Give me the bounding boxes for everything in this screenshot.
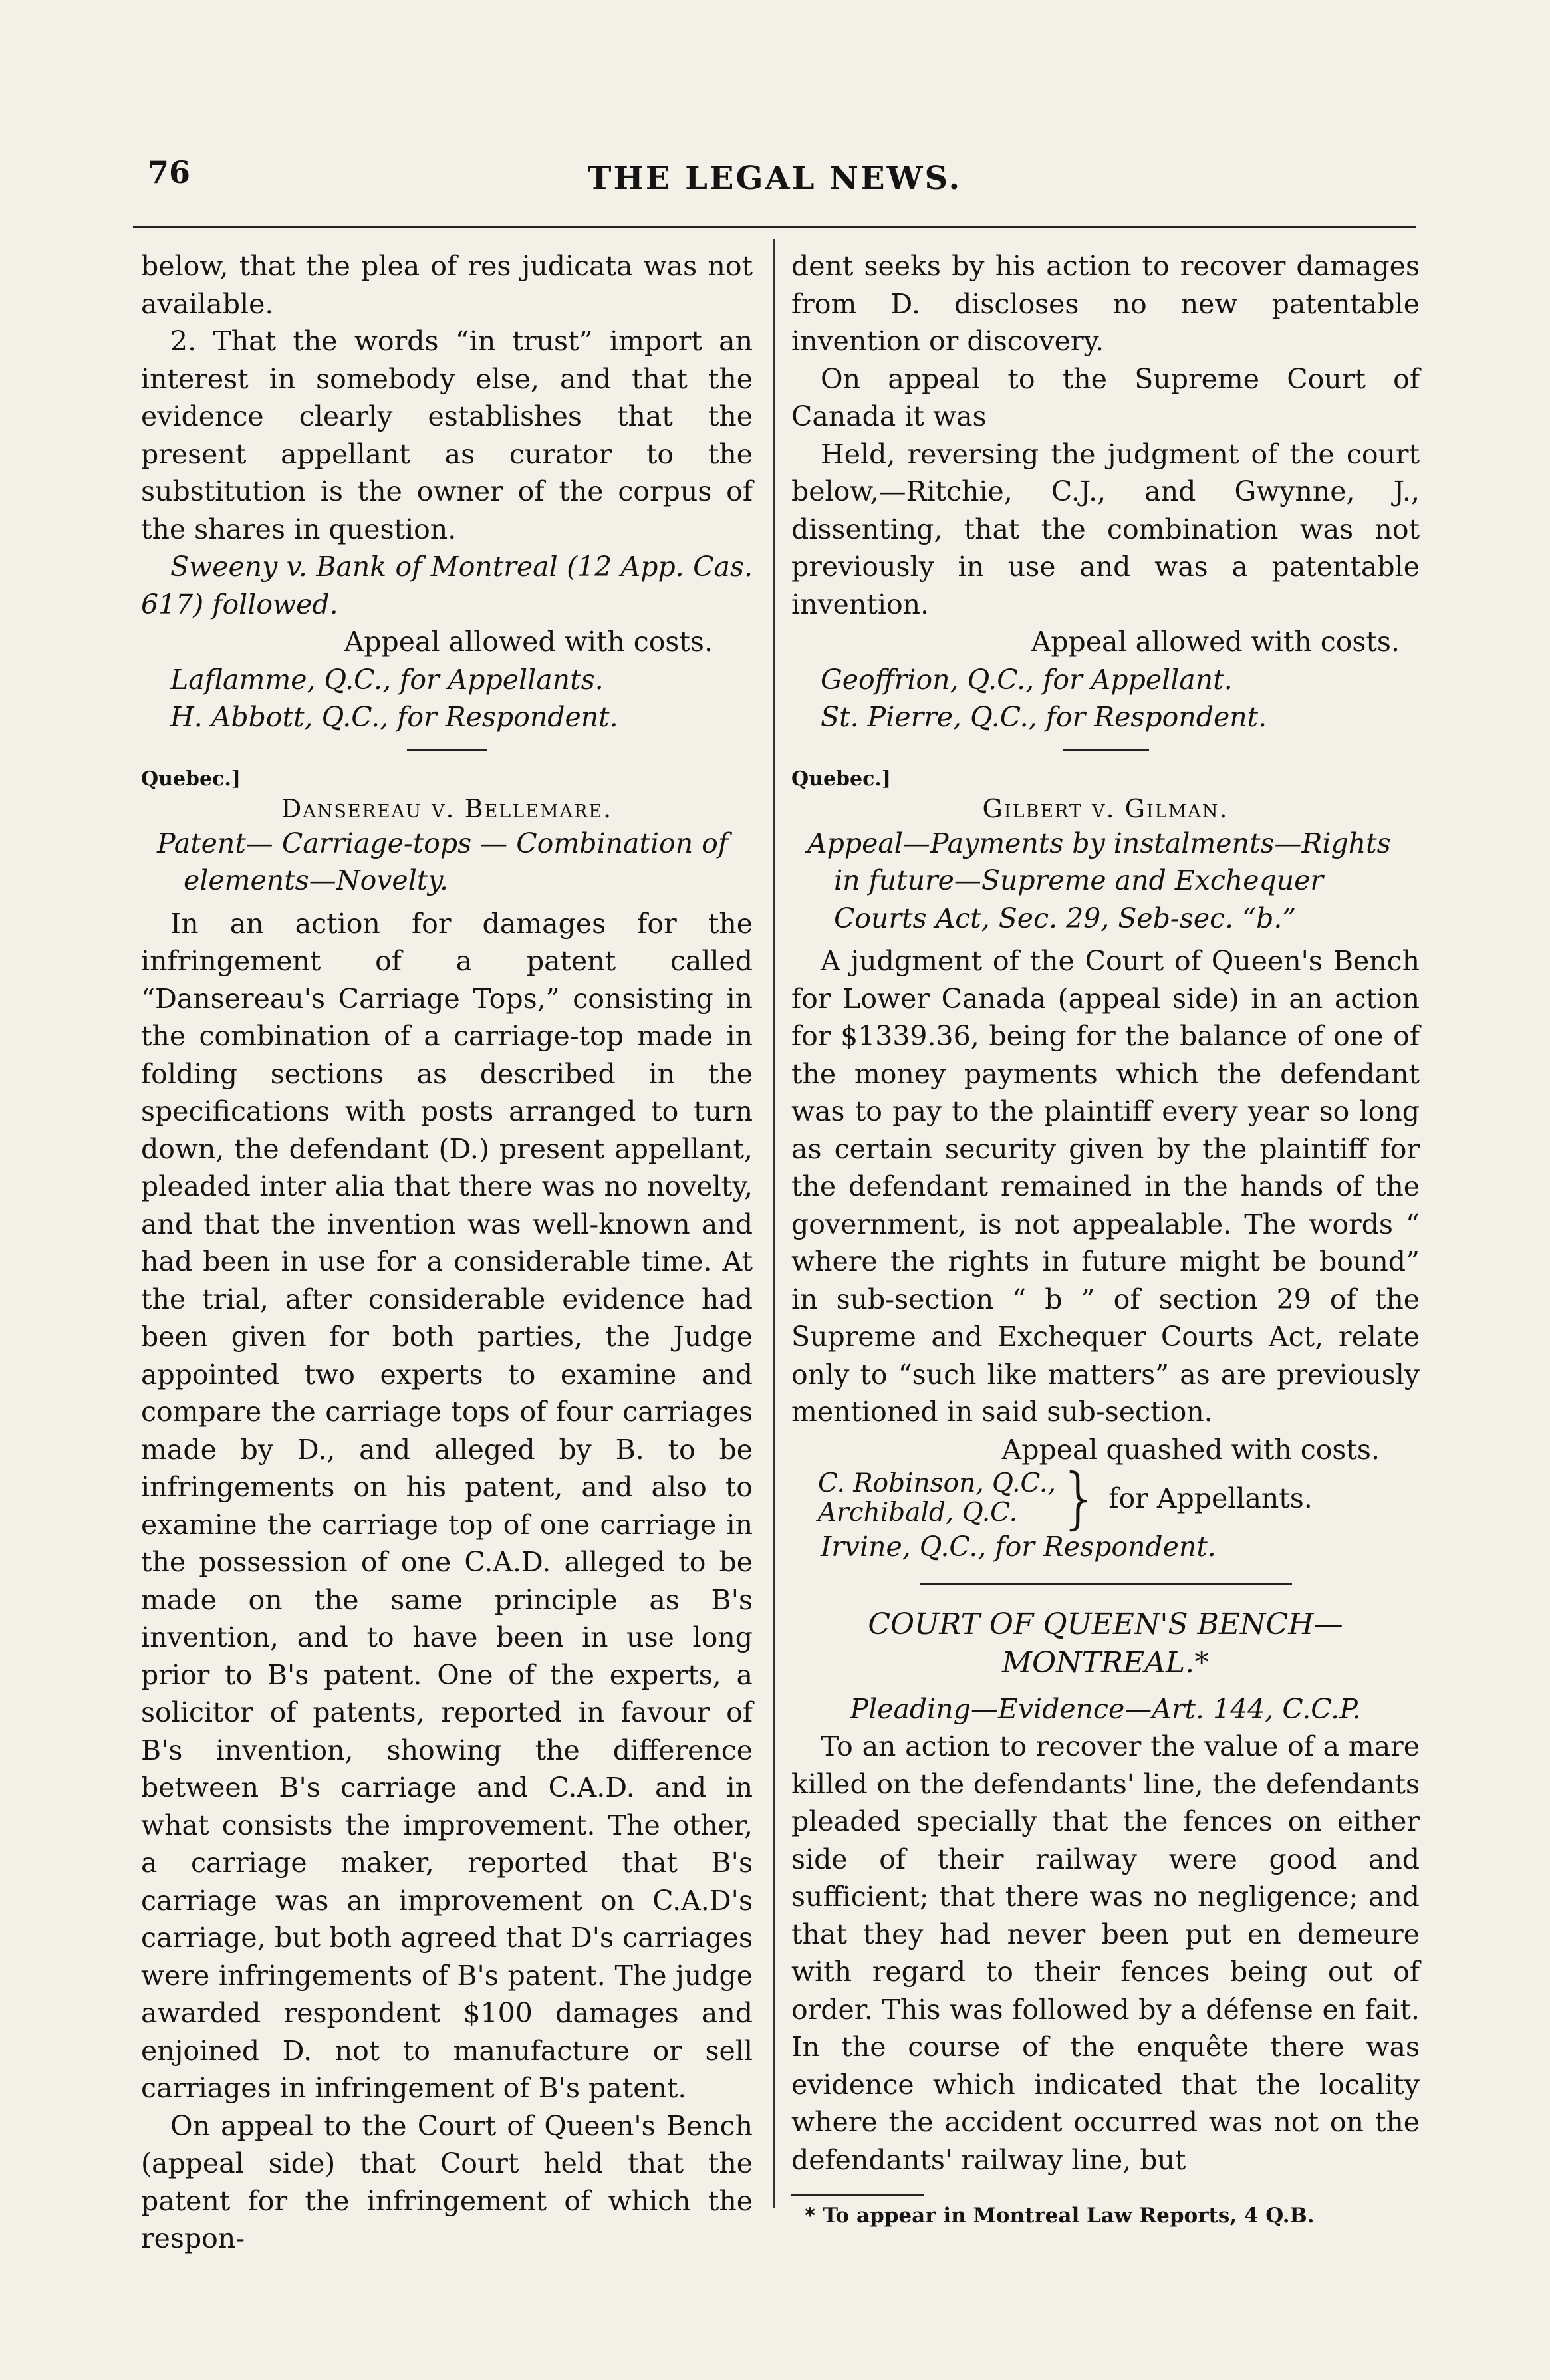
section-heading: COURT OF QUEEN'S BENCH— [868,1607,1343,1641]
continued-paragraph: below, that the plea of res judicata was not available. [141,250,753,320]
footnote: * To appear in Montreal Law Reports, 4 Q.B. [805,2204,1315,2228]
separator-rule [407,749,487,751]
running-title: THE LEGAL NEWS. [587,160,962,197]
court-label: Quebec.] [791,767,891,791]
section-rule [920,1583,1292,1585]
counsel-respondent: St. Pierre, Q.C., for Respondent. [821,701,1267,733]
case-paragraph: A judgment of the Court of Queen's Bench for Lower Canada (appeal side) in an action for $1339.36, being for the balance of one of the money payments which the defendant was to pay to the plaintiff every year so long as certain security given by the plaintiff for the defendant remained in the hands of the government, is not appealable. The words “ where the rights in future might be bound” in sub-section “ b ” of section 29 of the Supreme and Exchequer Courts Act, relate only to “such like matters” as are previously mentioned in said sub-section. [791,945,1420,1428]
counsel-respondent: H. Abbott, Q.C., for Respondent. [170,701,618,733]
case-paragraph: In an action for damages for the infringement of a patent called “Dansereau's Carriage Tops,” consisting in the combination of a carriage-top made in folding sections as described in the specifications with posts arranged to turn down, the defendant (D.) present appellant, pleaded inter alia that there was no novelty, and that the invention was well-known and had been in use for a considerable time. At the trial, after considerable evidence had been given for both parties, the Judge appointed two experts to examine and compare the carriage tops of four carriages made by D., and alleged by B. to be infringements on his patent, and also to examine the carriage top of one carriage in the possession of one C.A.D. alleged to be made on the same principle as B's invention, and to have been in use long prior to B's patent. One of the experts, a solicitor of patents, reported in favour of B's invention, showing the difference between B's carriage and C.A.D. and in what consists the improvement. The other, a carriage maker, reported that B's carriage was an improvement on C.A.D's carriage, but both agreed that D's carriages were infringements of B's patent. The judge awarded respondent $100 damages and enjoined D. not to manufacture or sell carriages in infringement of B's patent. [141,907,753,2104]
brace-glyph: } [1058,1459,1101,1537]
page-header [133,154,1416,207]
counsel-name: Archibald, Q.C. [818,1498,1017,1527]
disposition: Appeal quashed with costs. [1001,1433,1380,1466]
case-keywords: Appeal—Payments by instalments—Rights in future—Supreme and Exchequer Courts Act, Sec. 29, Seb-sec. “b.” [807,827,1391,934]
held-paragraph: Held, reversing the judgment of the court below,—Ritchie, C.J., and Gwynne, J., dissenting, that the combination was not previously in use and was a patentable invention. [791,438,1420,620]
counsel-appellant: Geoffrion, Q.C., for Appellant. [821,663,1233,696]
counsel-name: C. Robinson, Q.C., [818,1468,1056,1498]
counsel-respondent: Irvine, Q.C., for Respondent. [821,1531,1216,1563]
header-rule [133,226,1416,228]
section-heading: MONTREAL.* [1001,1645,1210,1680]
precedent-citation: Sweeny v. Bank of Montreal (12 App. Cas. 617) followed. [141,551,753,620]
counsel-group [818,1459,1420,1537]
holding-point-2: 2. That the words “in trust” import an interest in somebody else, and that the evidence clearly establishes that the present appellant as curator to the substitution is the owner of the corpus of the shares in question. [141,325,753,545]
case-keywords: Patent— Carriage-tops — Combination of elements—Novelty. [157,827,728,896]
counsel-names [818,1469,1056,1527]
case-title: Dansereau v. Bellemare. [281,793,613,823]
court-label: Quebec.] [141,767,241,791]
column-divider [773,239,775,2208]
case-title: Gilbert v. Gilman. [982,793,1229,823]
counsel-appellants: Laflamme, Q.C., for Appellants. [170,663,604,696]
page-number: 76 [148,154,191,190]
section-paragraph: To an action to recover the value of a mare killed on the defendants' line, the defendants pleaded specially that the fences on either side of their railway were good and sufficient; that there was no negligence; and that they had never been put en demeure with regard to their fences being out of order. This was followed by a défense en fait. In the course of the enquête there was evidence which indicated that the locality where the accident occurred was not on the defendants' railway line, but [791,1730,1420,2176]
separator-rule [1063,749,1149,751]
disposition: Appeal allowed with costs. [344,626,713,658]
case-paragraph-appeal: On appeal to the Court of Queen's Bench (appeal side) that Court held that the patent for the infringement of which the respon- [141,2109,753,2254]
counsel-role: for Appellants. [1108,1482,1313,1514]
disposition: Appeal allowed with costs. [1031,626,1400,658]
continued-paragraph: dent seeks by his action to recover damages from D. discloses no new patentable invention or discovery. [791,250,1420,357]
footnote-rule [791,2194,924,2196]
section-subheading: Pleading—Evidence—Art. 144, C.C.P. [850,1692,1361,1725]
appeal-paragraph: On appeal to the Supreme Court of Canada it was [791,362,1420,432]
right-column [791,247,1420,2230]
left-column [141,247,753,2258]
